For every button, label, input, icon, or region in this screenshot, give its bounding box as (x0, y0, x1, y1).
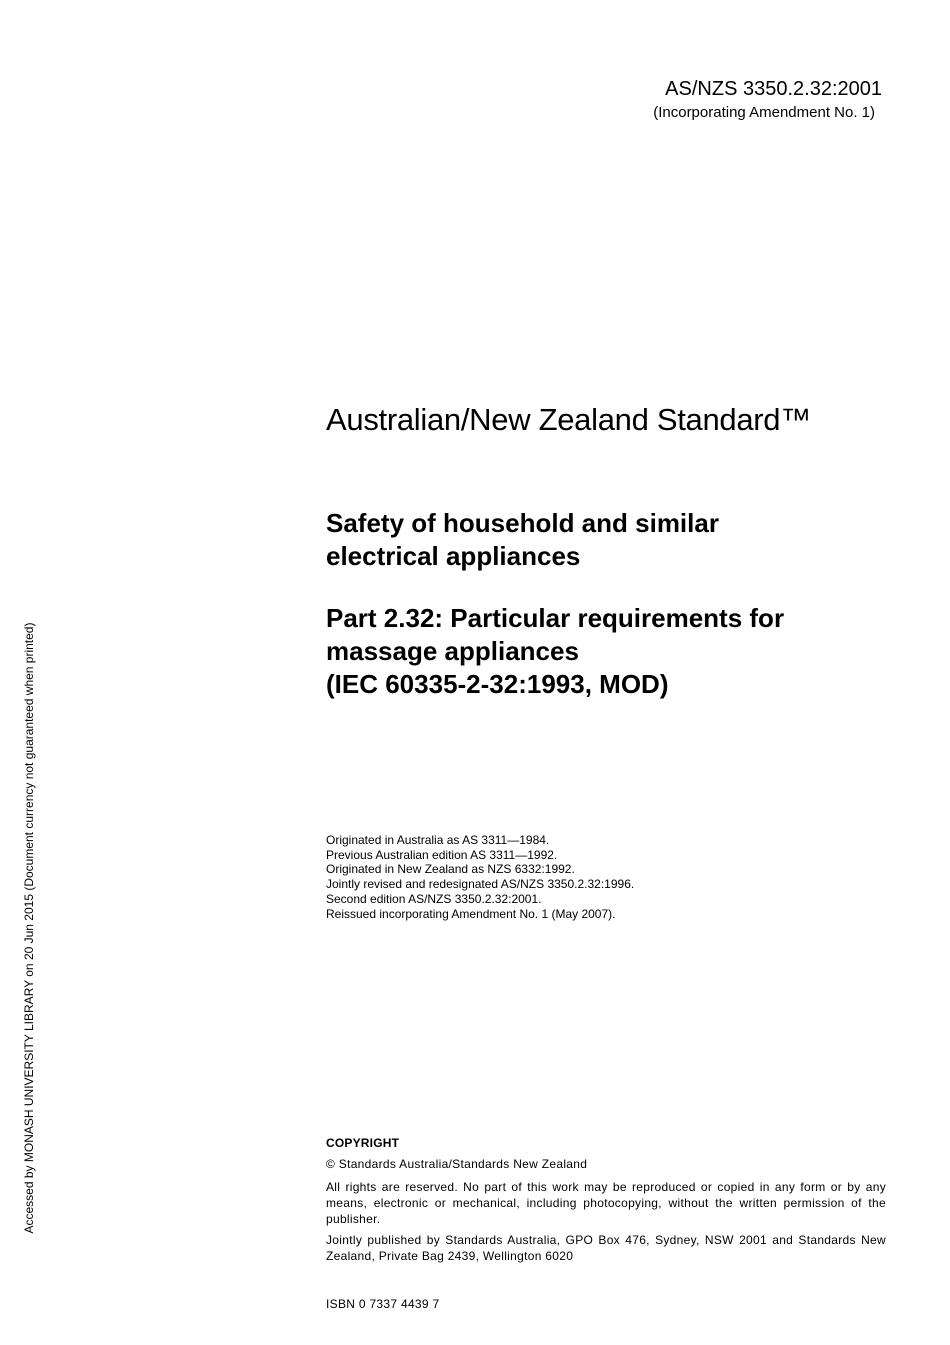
series-title: Australian/New Zealand Standard™ (326, 402, 811, 437)
access-side-note: Accessed by MONASH UNIVERSITY LIBRARY on 20 Jun 2015 (Document currency not guaranteed when printed) (22, 622, 36, 1234)
part-title-line: massage appliances (326, 636, 579, 666)
history-line: Reissued incorporating Amendment No. 1 (May 2007). (326, 906, 616, 921)
isbn: ISBN 0 7337 4439 7 (326, 1297, 440, 1311)
history-line: Second edition AS/NZS 3350.2.32:2001. (326, 891, 542, 906)
title-line: electrical appliances (326, 541, 581, 571)
document-title (326, 507, 906, 573)
history-line: Jointly revised and redesignated AS/NZS 3350.2.32:1996. (326, 877, 635, 892)
amendment-note: (Incorporating Amendment No. 1) (653, 104, 875, 121)
part-title (326, 602, 906, 701)
copyright-publisher: Jointly published by Standards Australia, GPO Box 476, Sydney, NSW 2001 and Standards New Zealand, Private Bag 2439, Wellington 6020 (326, 1233, 886, 1263)
copyright-owner: © Standards Australia/Standards New Zealand (326, 1157, 588, 1171)
edition-history (326, 833, 634, 921)
part-title-line: Part 2.32: Particular requirements for (326, 603, 785, 633)
standard-number: AS/NZS 3350.2.32:2001 (665, 78, 882, 100)
copyright-heading: COPYRIGHT (326, 1136, 400, 1150)
title-line: Safety of household and similar (326, 508, 719, 538)
copyright-block (326, 1136, 886, 1264)
history-line: Previous Australian edition AS 3311—1992. (326, 847, 558, 862)
history-line: Originated in New Zealand as NZS 6332:1992. (326, 862, 575, 877)
history-line: Originated in Australia as AS 3311—1984. (326, 833, 550, 847)
part-title-line: (IEC 60335-2-32:1993, MOD) (326, 669, 669, 699)
copyright-rights: All rights are reserved. No part of this work may be reproduced or copied in any form or by any means, electronic or mechanical, including photocopying, without the written permission of the publisher. (326, 1180, 886, 1226)
